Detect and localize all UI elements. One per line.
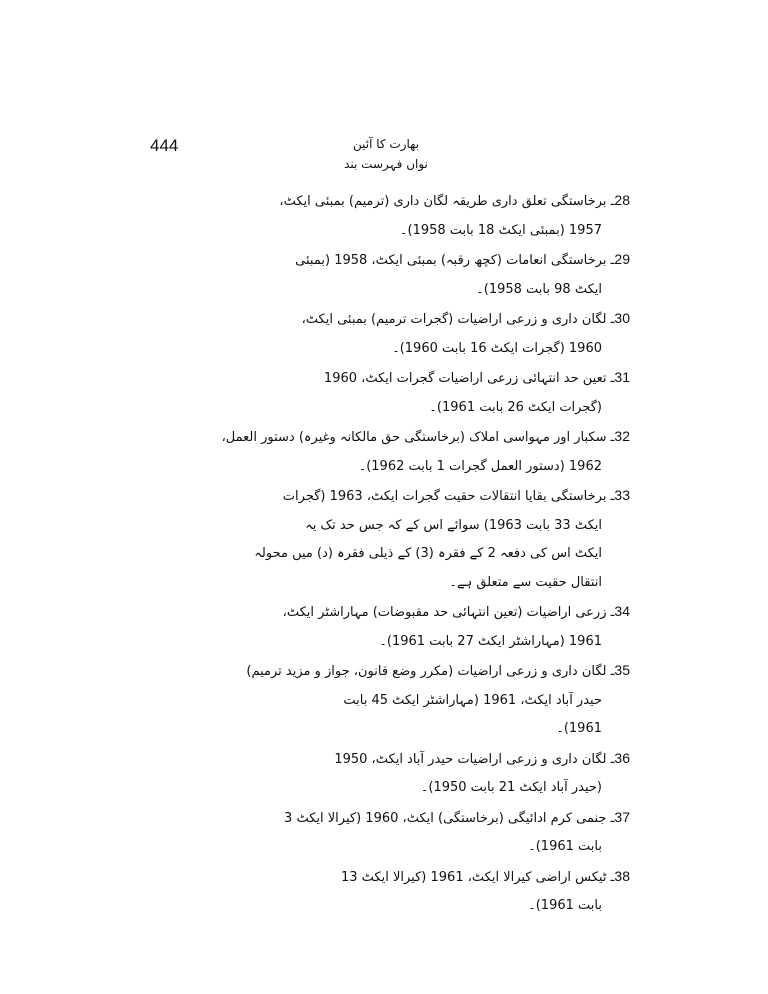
entry-number: 33 [614,487,630,503]
entry-continuation-line [258,892,630,921]
schedule-entry [221,422,630,481]
entry-number: 35 [614,662,630,678]
entry-number: 29 [614,251,630,267]
entry-text: ـ برخاستگی انعامات (کچھ رقبہ) بمبئی ایکٹ، 1958 (بمبئی [295,253,615,268]
schedule-entry [258,597,630,656]
entry-text: 1957 (بمبئی ایکٹ 18 بابت 1958)۔ [399,222,602,238]
entry-continuation-line [258,774,630,803]
entry-continuation-line [258,569,630,598]
entry-first-line [258,597,630,628]
entry-text: بابت 1961)۔ [528,898,602,913]
schedule-title: نواں فہرست بند [344,157,428,171]
entry-first-line [258,481,630,512]
entry-text: 1961 (مہاراشٹر ایکٹ 27 بابت 1961)۔ [379,633,602,649]
entry-text: ـ لگان داری و زرعی اراضیات حیدر آباد ایکٹ، 1950 [334,751,615,767]
entry-continuation-line [258,217,630,246]
entry-number: 30 [614,310,630,326]
entry-first-line [258,186,630,217]
entry-text: ایکٹ 98 بابت 1958)۔ [476,281,602,297]
entry-text: ـ تعین حد انتہائی زرعی اراضیات گجرات ایکٹ، 1960 [323,371,615,386]
schedule-entries [221,186,630,921]
entry-text: انتقال حقیت سے متعلق ہے۔ [449,574,602,590]
entry-first-line [258,862,630,893]
entry-text: حیدر آباد ایکٹ، 1961 (مہاراشٹر ایکٹ 45 بابت [343,692,602,708]
schedule-entry [258,803,630,862]
entry-continuation-line [254,540,630,569]
schedule-entry [258,862,630,921]
entry-text: بابت 1961)۔ [528,839,602,854]
entry-first-line [258,744,630,775]
entry-text: 1960 (گجرات ایکٹ 16 بابت 1960)۔ [392,340,602,356]
entry-first-line [258,304,630,335]
entry-number: 34 [614,603,630,619]
entry-text: ایکٹ 33 بابت 1963) سوائے اس کے کہ جس حد تک یہ [305,517,602,533]
entry-number: 37 [614,808,630,825]
entry-number: 32 [614,428,630,444]
entry-continuation-line [258,628,630,657]
entry-continuation-line [258,276,630,305]
entry-first-line [258,245,630,276]
schedule-entry [258,304,630,363]
entry-continuation-line [258,512,630,541]
entry-text: ـ برخاستگی تعلق داری طریقہ لگان داری (ترمیم) بمبئی ایکٹ، [279,194,615,209]
schedule-entry [258,363,630,422]
entry-text: (حیدر آباد ایکٹ 21 بابت 1950)۔ [420,780,602,795]
entry-text: ـ زرعی اراضیات (تعین انتہائی حد مقبوضات) مہاراشٹر ایکٹ، [282,605,615,620]
entry-number: 36 [614,749,630,766]
entry-continuation-line [258,453,630,482]
entry-text: ـ لگان داری و زرعی اراضیات (مکرر وضع قانون، جواز و مزید ترمیم) [246,664,615,679]
entry-text: ـ جنمی کرم ادائیگی (برخاستگی) ایکٹ، 1960 (کیرالا ایکٹ 3 [284,810,615,826]
entry-number: 31 [614,369,630,385]
entry-continuation-line [258,833,630,862]
entry-continuation-line [258,687,630,716]
page-number: 444 [150,136,179,155]
schedule-entry [258,744,630,803]
entry-first-line [258,363,630,394]
schedule-entry [254,481,630,597]
document-title: بھارت کا آئین [352,137,420,151]
entry-text: 1961)۔ [556,721,602,736]
schedule-entry [258,186,630,245]
entry-text: 1962 (دستور العمل گجرات 1 بابت 1962)۔ [358,458,602,474]
page-header [300,134,472,174]
entry-text: (گجرات ایکٹ 26 بابت 1961)۔ [429,399,602,415]
entry-number: 28 [614,192,630,208]
entry-continuation-line [258,335,630,364]
entry-number: 38 [614,867,630,884]
entry-text: ـ سکبار اور مہواسی املاک (برخاستگی حق مالکانہ وغیرہ) دستور العمل، [221,430,615,445]
entry-first-line [258,803,630,834]
schedule-entry [246,656,630,744]
entry-first-line [221,422,630,453]
entry-text: ـ برخاستگی بقایا انتقالات حقیت گجرات ایکٹ، 1963 (گجرات [282,489,615,504]
entry-continuation-line [258,394,630,423]
schedule-entry [258,245,630,304]
entry-continuation-line [258,715,630,744]
entry-text: ـ ٹیکس اراضی کیرالا ایکٹ، 1961 (کیرالا ایکٹ 13 [340,869,615,885]
entry-text: ایکٹ اس کی دفعہ 2 کے فقرہ (3) کے ذیلی فقرہ (د) میں محولہ [254,546,602,561]
entry-first-line [246,656,630,687]
entry-text: ـ لگان داری و زرعی اراضیات (گجرات ترمیم) بمبئی ایکٹ، [301,312,615,327]
